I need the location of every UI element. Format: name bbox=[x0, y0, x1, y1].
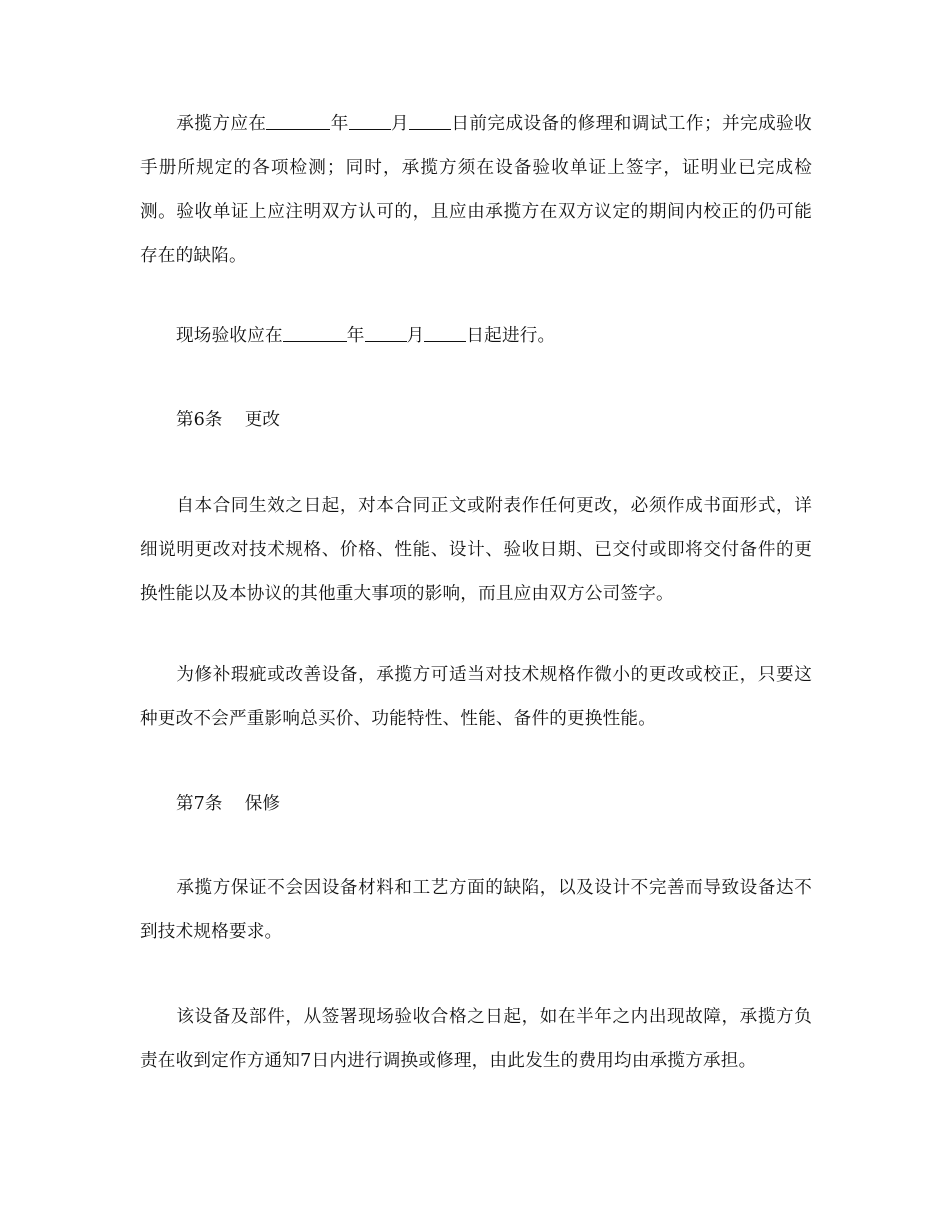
article-title: 更改 bbox=[244, 410, 280, 430]
year-blank-field bbox=[266, 112, 330, 130]
paragraph-minor-changes bbox=[140, 653, 812, 741]
text-segment: 日起进行。 bbox=[466, 326, 556, 346]
day-blank-field bbox=[424, 324, 466, 342]
year-label: 年 bbox=[330, 114, 349, 134]
paragraph-warranty-period bbox=[140, 995, 812, 1083]
paragraph-amendments bbox=[140, 484, 812, 616]
article-number: 第7条 bbox=[176, 794, 223, 814]
paragraph-completion-deadline bbox=[140, 102, 812, 278]
paragraph-warranty-guarantee bbox=[140, 866, 812, 954]
text-segment: 承揽方应在 bbox=[176, 114, 267, 134]
paragraph-text: 自本合同生效之日起，对本合同正文或附表作任何更改，必须作成书面形式，详细说明更改对技术规格、价格、性能、设计、验收日期、已交付或即将交付备件的更换性能以及本协议的其他重大事项的影响，而且应由双方公司签字。 bbox=[140, 496, 812, 604]
article-number: 第6条 bbox=[176, 410, 223, 430]
paragraph-text: 为修补瑕疵或改善设备，承揽方可适当对技术规格作微小的更改或校正，只要这种更改不会严重影响总买价、功能特性、性能、备件的更换性能。 bbox=[140, 665, 812, 729]
month-blank-field bbox=[365, 324, 407, 342]
text-segment: 现场验收应在 bbox=[176, 326, 283, 346]
month-label: 月 bbox=[390, 114, 410, 134]
month-label: 月 bbox=[406, 326, 425, 346]
day-blank-field bbox=[409, 112, 451, 130]
paragraph-text: 承揽方保证不会因设备材料和工艺方面的缺陷，以及设计不完善而导致设备达不到技术规格要求。 bbox=[140, 878, 812, 942]
article-7-heading bbox=[176, 782, 280, 826]
article-6-heading bbox=[176, 398, 280, 442]
article-title: 保修 bbox=[244, 794, 280, 814]
paragraph-text: 该设备及部件，从签署现场验收合格之日起，如在半年之内出现故障，承揽方负责在收到定作方通知7日内进行调换或修理，由此发生的费用均由承揽方承担。 bbox=[140, 1007, 812, 1071]
month-blank-field bbox=[349, 112, 391, 130]
paragraph-site-acceptance-date bbox=[140, 314, 812, 358]
year-label: 年 bbox=[346, 326, 365, 346]
year-blank-field bbox=[283, 324, 347, 342]
text-segment: 日前完成设备的修理和调试工作；并完成验收手册所规定的各项检测；同时，承揽方须在设备验收单证上签字，证明业已完成检测。验收单证上应注明双方认可的，且应由承揽方在双方议定的期间内校正的仍可能存在的缺陷。 bbox=[140, 114, 812, 266]
